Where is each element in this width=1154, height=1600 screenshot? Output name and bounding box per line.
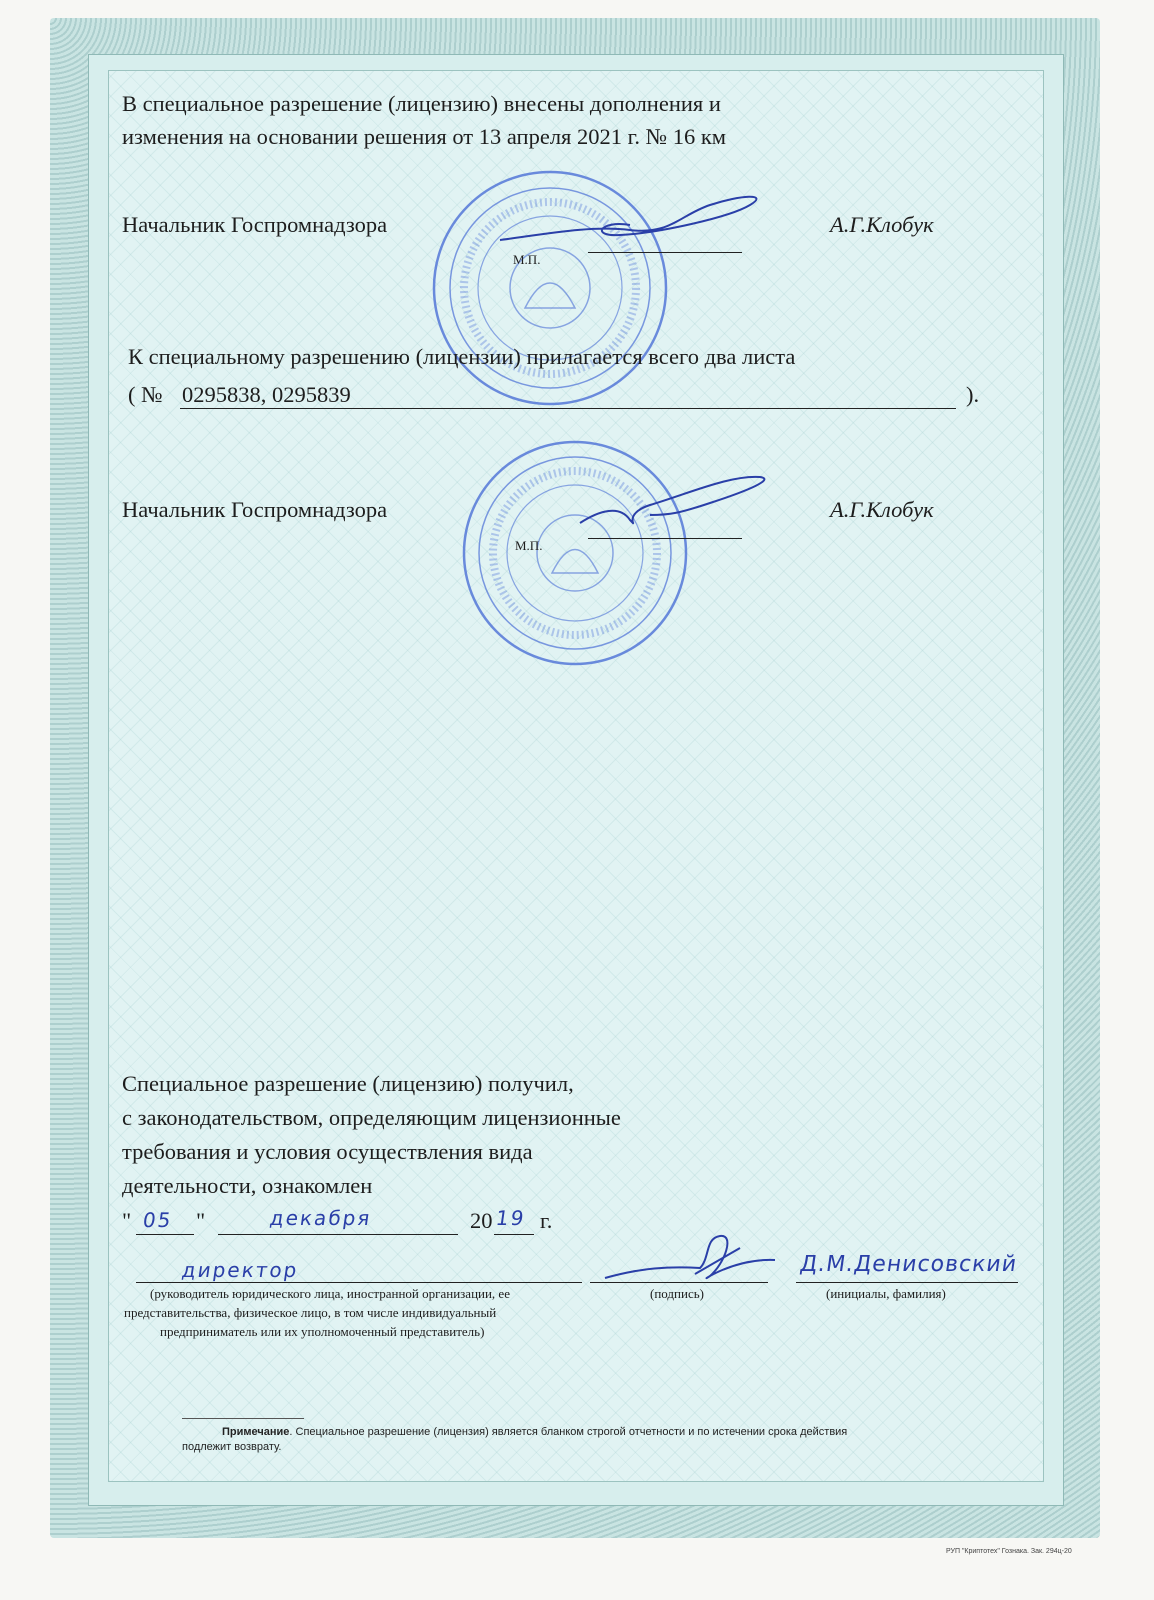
signer-position-caption-1: (руководитель юридического лица, иностранной организации, ее: [150, 1286, 510, 1301]
stamp-place-label-1: М.П.: [513, 252, 541, 267]
handwritten-signature-2-icon: [560, 465, 780, 535]
date-month: декабря: [268, 1206, 374, 1230]
signer-name-handwritten: Д.М.Денисовский: [798, 1252, 1019, 1277]
signer-name-line: [796, 1282, 1018, 1283]
date-year-underline: [494, 1234, 534, 1235]
footnote-text: . Специальное разрешение (лицензия) является бланком строгой отчетности и по истечении срока действия: [289, 1426, 848, 1438]
received-line-1: Специальное разрешение (лицензию) получил,: [122, 1071, 574, 1096]
date-month-underline: [218, 1234, 458, 1235]
signer-position-handwritten: директор: [180, 1258, 301, 1282]
attachment-close: ).: [966, 382, 980, 407]
amendment-line-2: изменения на основании решения от 13 апреля 2021 г. № 16 км: [122, 124, 726, 149]
amendment-line-1: В специальное разрешение (лицензию) внесены дополнения и: [122, 91, 721, 116]
received-line-2: с законодательством, определяющим лицензионные: [122, 1105, 621, 1130]
footnote-label: Примечание: [222, 1426, 290, 1438]
attachment-open: ( №: [128, 382, 163, 407]
signature-line-2: [588, 538, 742, 539]
footnote-separator: [182, 1418, 304, 1419]
attachment-numbers: 0295838, 0295839: [182, 382, 351, 407]
signer-name-1: А.Г.Клобук: [830, 212, 934, 237]
footnote-line-1: [222, 1426, 847, 1438]
date-year-prefix: 20: [470, 1208, 493, 1233]
date-day-underline: [136, 1234, 194, 1235]
signer-position-caption-3: предприниматель или их уполномоченный представитель): [160, 1324, 485, 1339]
stamp-place-label-2: М.П.: [515, 538, 543, 553]
handwritten-signature-1-icon: [480, 185, 780, 255]
printer-imprint: РУП "Криптотех" Гознака. Зак. 294ц-20: [946, 1548, 1072, 1555]
received-line-3: требования и условия осуществления вида: [122, 1139, 533, 1164]
date-day: 05: [141, 1208, 175, 1232]
date-year-unit: г.: [540, 1208, 553, 1233]
footnote-line-2: подлежит возврату.: [182, 1441, 282, 1453]
signer-name-caption: (инициалы, фамилия): [826, 1286, 946, 1301]
signer-position-1: Начальник Госпромнадзора: [122, 212, 388, 237]
date-quote-open: ": [122, 1208, 132, 1233]
received-line-4: деятельности, ознакомлен: [122, 1173, 373, 1198]
signer-signature-caption: (подпись): [650, 1286, 704, 1301]
signer-position-caption-2: представительства, физическое лицо, в том числе индивидуальный: [124, 1305, 497, 1320]
date-year-suffix: 19: [494, 1206, 528, 1230]
signer-position-2: Начальник Госпромнадзора: [122, 497, 388, 522]
attachment-underline: [180, 408, 956, 409]
signer-position-line: [136, 1282, 582, 1283]
signer-name-2: А.Г.Клобук: [830, 497, 934, 522]
attachment-line-1: К специальному разрешению (лицензии) прилагается всего два листа: [128, 344, 796, 369]
date-quote-close: ": [196, 1208, 206, 1233]
